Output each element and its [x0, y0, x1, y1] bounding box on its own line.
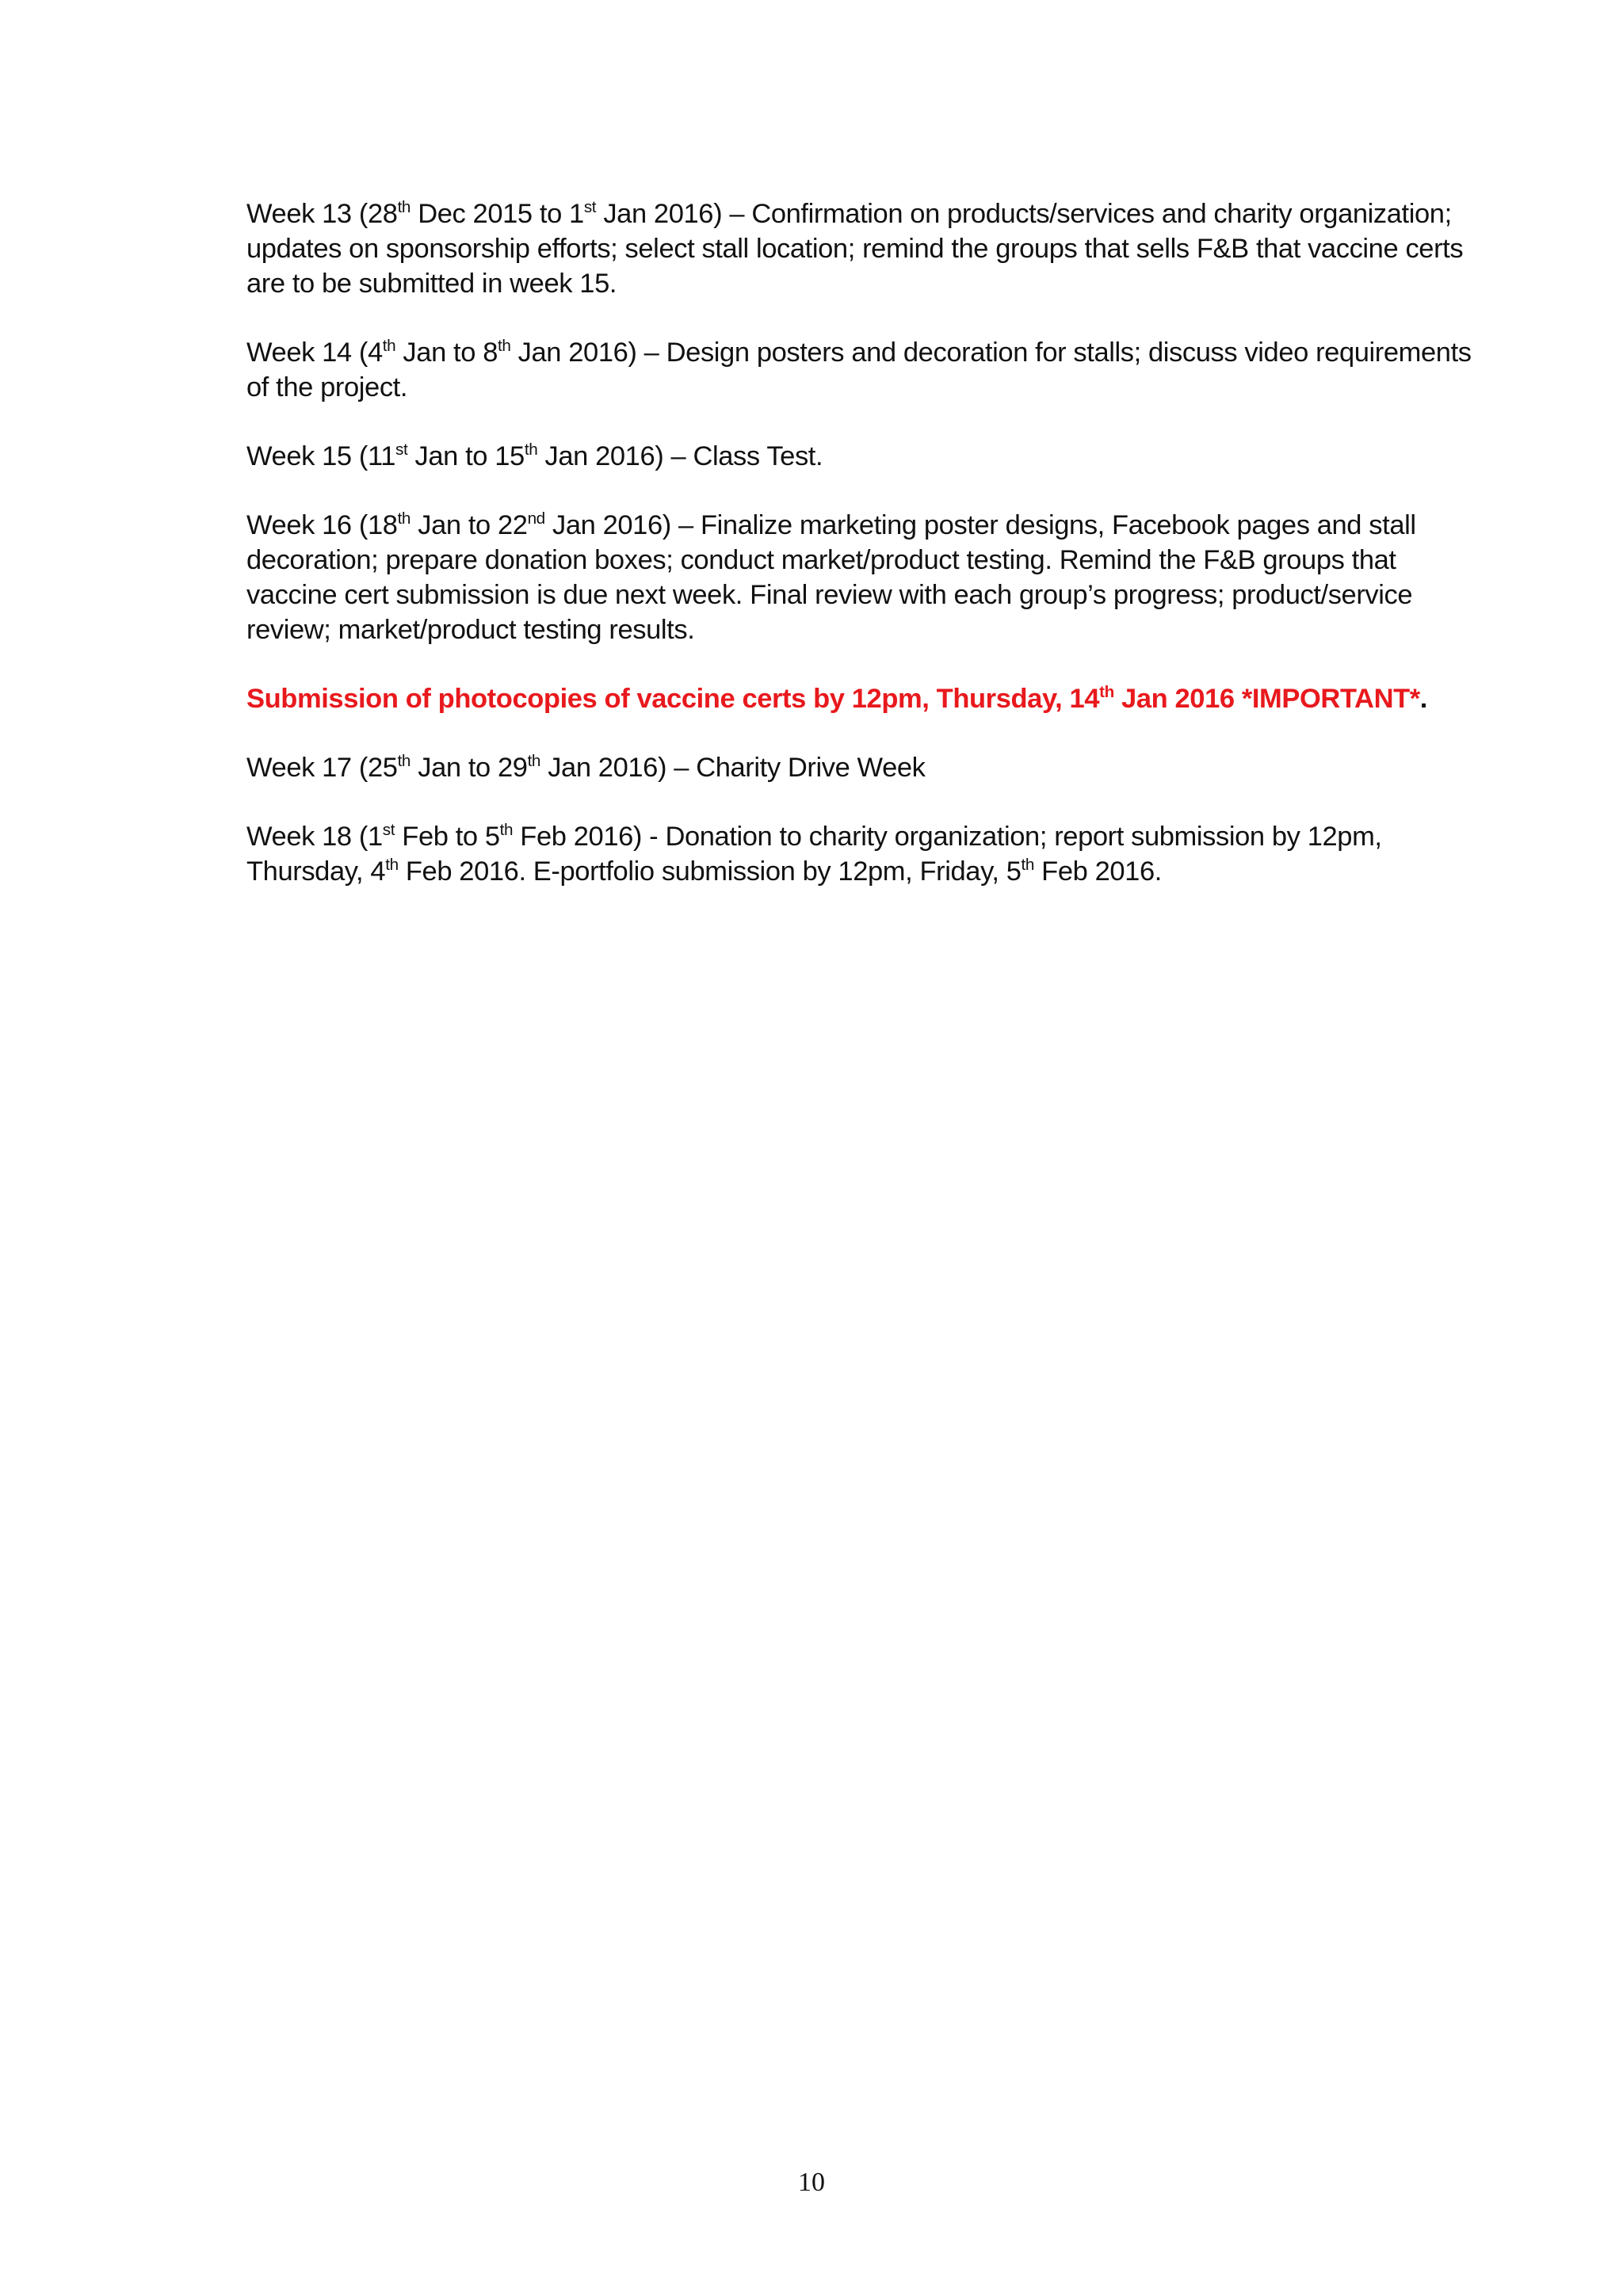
ordinal-suffix: th — [499, 821, 514, 840]
text-line — [246, 335, 1472, 370]
text-segment: Jan to 8 — [395, 338, 498, 368]
ordinal-suffix: th — [1021, 856, 1034, 875]
paragraph-week-16 — [246, 508, 1416, 647]
paragraph-week-17 — [246, 750, 1403, 785]
ordinal-suffix: st — [583, 198, 597, 217]
text-line — [246, 439, 1403, 474]
ordinal-suffix: th — [397, 752, 411, 771]
paragraph-week-15 — [246, 439, 1403, 474]
text-segment: review; market/product testing results. — [246, 615, 695, 645]
ordinal-suffix: th — [397, 509, 411, 528]
text-line — [246, 612, 1403, 647]
text-segment: Jan to 15 — [407, 441, 525, 471]
ordinal-suffix: th — [385, 856, 399, 875]
text-line — [246, 370, 1403, 405]
text-segment: updates on sponsorship efforts; select stall location; remind the groups that sells F&B that vaccine certs — [246, 234, 1464, 264]
text-segment: are to be submitted in week 15. — [246, 269, 617, 299]
ordinal-suffix: th — [397, 198, 411, 217]
document-body — [246, 196, 1472, 923]
text-segment: Week 15 (11 — [246, 441, 396, 471]
ordinal-suffix: th — [1099, 683, 1114, 702]
text-segment: Week 16 (18 — [246, 510, 398, 540]
ordinal-suffix: th — [382, 337, 396, 356]
text-segment: . — [1419, 684, 1427, 714]
text-segment: Jan 2016) – Class Test. — [537, 441, 823, 471]
text-segment: Feb 2016) - Donation to charity organization; report submission by 12pm, — [513, 822, 1382, 852]
page-number: 10 — [798, 2168, 825, 2197]
paragraph-week-18 — [246, 819, 1403, 889]
text-segment: Jan to 29 — [411, 753, 528, 783]
text-line — [246, 750, 1403, 785]
text-segment: of the project. — [246, 372, 408, 402]
text-line — [246, 681, 1427, 716]
text-segment: Submission of photocopies of vaccine certs by 12pm, Thursday, 14 — [246, 684, 1100, 714]
text-segment: vaccine cert submission is due next week. Final review with each group’s progress; product/service — [246, 580, 1413, 610]
text-segment: Jan 2016 *IMPORTANT* — [1113, 684, 1420, 714]
text-line — [246, 266, 1403, 301]
ordinal-suffix: th — [498, 337, 511, 356]
text-line — [246, 231, 1464, 266]
text-segment: Week 17 (25 — [246, 753, 398, 783]
text-line — [246, 819, 1403, 854]
paragraph-week-13 — [246, 196, 1464, 301]
text-segment: Dec 2015 to 1 — [411, 199, 584, 229]
ordinal-suffix: th — [527, 752, 541, 771]
text-segment: Thursday, 4 — [246, 856, 386, 887]
ordinal-suffix: st — [395, 441, 408, 460]
text-segment: Jan 2016) – Design posters and decoration for stalls; discuss video requirements — [510, 338, 1472, 368]
text-line — [246, 578, 1413, 612]
text-line — [246, 508, 1416, 543]
ordinal-suffix: st — [382, 821, 395, 840]
text-segment: Jan 2016) – Finalize marketing poster designs, Facebook pages and stall — [544, 510, 1416, 540]
text-segment: Feb 2016. — [1033, 856, 1162, 887]
ordinal-suffix: nd — [527, 509, 545, 528]
text-segment: Feb 2016. E-portfolio submission by 12pm, Friday, 5 — [398, 856, 1022, 887]
text-segment: decoration; prepare donation boxes; conduct market/product testing. Remind the F&B groups that — [246, 545, 1396, 575]
ordinal-suffix: th — [524, 441, 538, 460]
paragraph-important-notice — [246, 681, 1427, 716]
text-segment: Jan 2016) – Charity Drive Week — [540, 753, 926, 783]
text-segment: Week 14 (4 — [246, 338, 383, 368]
text-segment: Feb to 5 — [395, 822, 500, 852]
text-line — [246, 854, 1403, 889]
text-line — [246, 543, 1403, 578]
text-segment: Week 13 (28 — [246, 199, 398, 229]
text-segment: Week 18 (1 — [246, 822, 383, 852]
text-line — [246, 196, 1452, 231]
text-segment: Jan 2016) – Confirmation on products/services and charity organization; — [596, 199, 1452, 229]
text-segment: Jan to 22 — [411, 510, 528, 540]
paragraph-week-14 — [246, 335, 1472, 405]
